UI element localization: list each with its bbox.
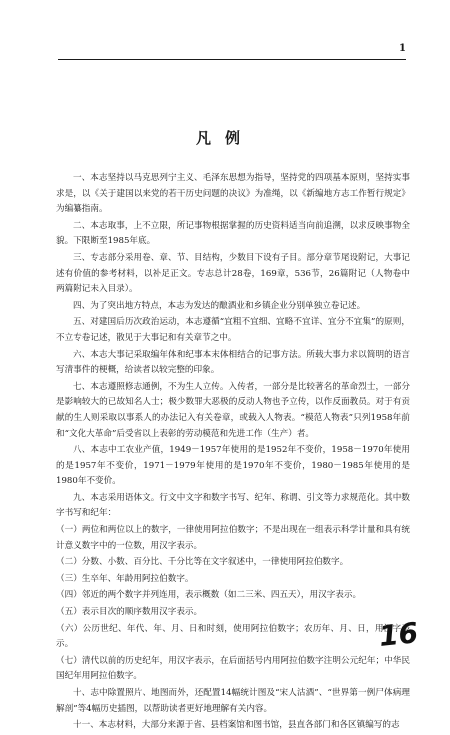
- sub-item: （三）生卒年、年龄用阿拉伯数字。: [56, 573, 194, 584]
- sub-item: （七）清代以前的历史纪年，用汉字表示，在后面括号内用阿拉伯数字注明公元纪年；中华民国纪年用阿拉伯数字。: [56, 655, 410, 682]
- page-title: 凡例: [195, 129, 254, 147]
- paragraph: 三、专志部分采用卷、章、节、目结构，少数目下设有子目。部分章节尾设附记，大事记述有价值的参考材料，以补足正文。专志总计28卷，169章，536节，26篇附记（人物卷中两篇附记未入目录）。: [56, 252, 410, 295]
- page-number: 1: [399, 43, 406, 54]
- paragraph: 六、本志大事记采取编年体和纪事本末体相结合的记事方法。所载大事力求以简明的语言写清事件的梗概，给读者以较完整的印象。: [56, 349, 410, 376]
- paragraph: 八、本志中工农业产值，1949－1957年使用的是1952年不变价，1958－1970年使用的是1957年不变价，1971－1979年使用的是1970年不变价，1980－1985年使用的是1980年不变价。: [56, 445, 410, 487]
- sub-item: （四）邻近的两个数字并列连用，表示概数（如二三米、四五天），用汉字表示。: [56, 590, 362, 601]
- paragraph: 一、本志坚持以马克思列宁主义、毛泽东思想为指导，坚持党的四项基本原则，坚持实事求是，以《关于建国以来党的若干历史问题的决议》为准绳，以《新编地方志工作暂行规定》为编纂指南。: [56, 173, 410, 215]
- paragraph: 二、本志取事，上不立限，所记事物根据掌握的历史资料适当向前追溯，以求反映事物全貌。下限断至1985年底。: [56, 220, 410, 247]
- body-text: [56, 171, 410, 735]
- paragraph: 十、志中除置照片、地图而外，还配置14幅统计图及“宋人沽酒”、“世界第一例尸体病理解剖”等4幅历史插图，以帮助读者更好地理解有关内容。: [56, 688, 410, 714]
- handwritten-page-note: 16: [377, 616, 420, 653]
- paragraph: 四、为了突出地方特点，本志为发达的酿酒业和乡镇企业分别单独立卷记述。: [73, 300, 366, 311]
- paragraph: 七、本志遵照修志通例，不为生人立传。入传者，一部分是比较著名的革命烈士，一部分是影响较大的已故知名人士；极少数罪大恶极的反动人物也予立传，以作反面教员。对于有贡献的生人则采取以事系人的办法记入有关卷章，或载入人物表。“模范人物表”只列1958年前和“文化大革命”后受省以上表彰的劳动模范和先进工作（生产）者。: [56, 381, 410, 439]
- sub-item: （二）分数、小数、百分比、千分比等在文字叙述中，一律使用阿拉伯数字。: [56, 557, 349, 568]
- sub-item: （五）表示目次的顺序数用汉字表示。: [56, 607, 203, 618]
- paragraph: 十一、本志材料，大部分来源于省、县档案馆和图书馆，县直各部门和各区镇编写的志: [73, 720, 400, 731]
- sub-item: （一）两位和两位以上的数字，一律使用阿拉伯数字；不是出现在一组表示科学计量和具有统计意义数字中的一位数，用汉字表示。: [56, 525, 410, 551]
- sub-item: （六）公历世纪、年代、年、月、日和时刻，使用阿拉伯数字；农历年、月、日，用汉字表示。: [56, 623, 410, 650]
- paragraph: 五、对建国后历次政治运动，本志遵循“宜粗不宜细、宜略不宜详、宜分不宜集”的原则，不立专卷记述，散见于大事记和有关章节之中。: [56, 317, 410, 343]
- header-rule: [58, 59, 406, 60]
- paragraph: 九、本志采用语体文。行文中文字和数字书写、纪年、称谓、引文等力求规范化。其中数字书写和纪年：: [56, 492, 410, 519]
